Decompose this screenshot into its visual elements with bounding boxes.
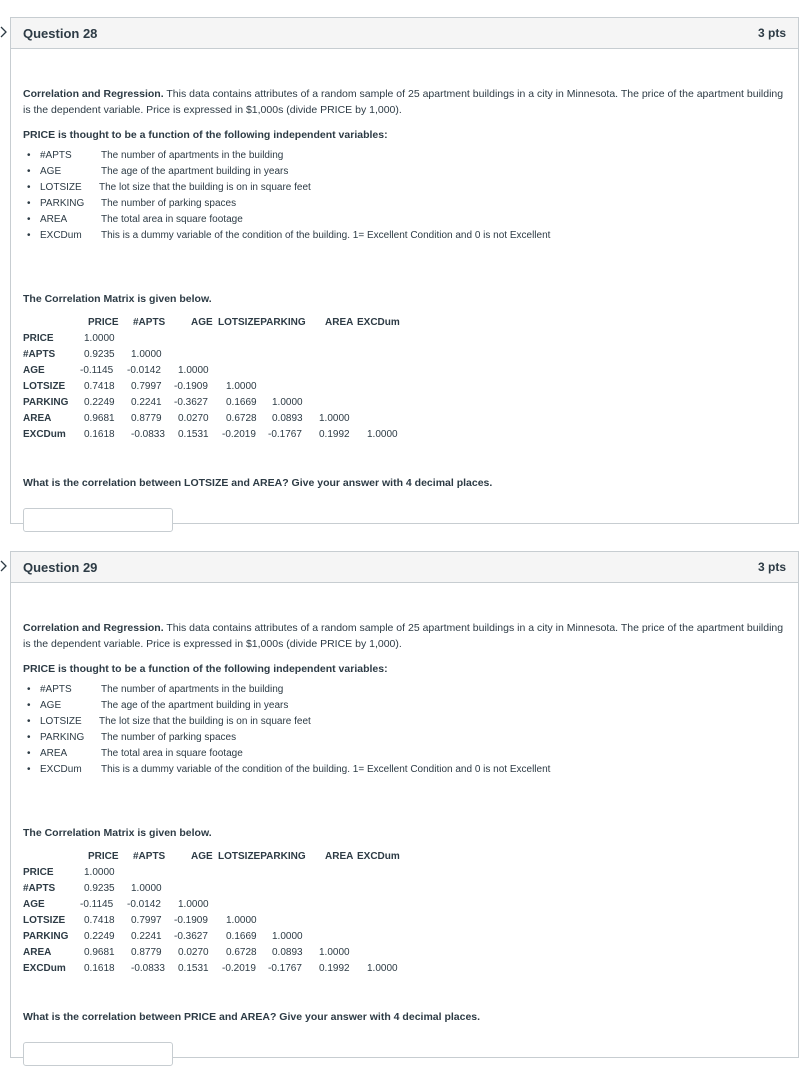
variable-desc: This is a dummy variable of the condition of the building. 1= Excellent Condition and 0 is not Excellent [101,230,551,241]
question-header [11,18,798,49]
variable-name: AREA [40,214,68,225]
matrix-column-header: EXCDum [357,851,400,862]
matrix-cell: 0.0270 [178,413,209,424]
matrix-cell: -0.3627 [174,931,208,942]
intro-text: This data contains attributes of a random sample of 25 apartment buildings in a city in Minnesota. The price of the apartment building is the dependent variable. Price is expressed in $1,000s (divide PRICE by 1,000). [23,88,784,116]
matrix-cell: 0.1992 [319,963,350,974]
matrix-row-label: AREA [23,413,52,424]
matrix-row-label: AREA [23,947,52,958]
matrix-cell: 0.2241 [131,931,162,942]
variable-desc: The lot size that the building is on in square feet [99,716,311,727]
list-item: • LOTSIZE The lot size that the building is on in square feet [27,716,311,727]
list-item: • #APTS The number of apartments in the building [27,150,284,161]
matrix-cell: 0.0893 [272,413,303,424]
matrix-cell: 1.0000 [178,899,209,910]
question-header [11,552,798,583]
variable-list [25,684,725,780]
matrix-cell: 1.0000 [367,429,398,440]
matrix-cell: -0.1909 [174,381,208,392]
matrix-cell: 1.0000 [131,883,162,894]
matrix-column-header: EXCDum [357,317,400,328]
variable-desc: The number of parking spaces [101,732,237,743]
matrix-cell: -0.3627 [174,397,208,408]
matrix-cell: 0.2249 [84,397,115,408]
variable-name: EXCDum [40,764,82,775]
matrix-column-header: AREA [325,851,354,862]
variable-name: LOTSIZE [40,182,82,193]
variable-desc: The age of the apartment building in years [101,166,289,177]
matrix-row-label: AGE [23,899,45,910]
matrix-cell: -0.1145 [80,365,114,376]
matrix-cell: 1.0000 [367,963,398,974]
variable-name: LOTSIZE [40,716,82,727]
question-prompt: What is the correlation between LOTSIZE and AREA? Give your answer with 4 decimal places. [23,477,493,489]
answer-input[interactable] [23,508,173,532]
matrix-cell: 1.0000 [272,397,303,408]
question-title: Question 28 [23,26,98,41]
matrix-column-header: PRICE [88,851,119,862]
matrix-cell: -0.2019 [222,429,256,440]
list-item: • AREA The total area in square footage [27,214,243,225]
matrix-column-header: #APTS [133,851,166,862]
matrix-cell: 0.9681 [84,413,115,424]
variable-desc: The total area in square footage [101,748,243,759]
matrix-cell: 0.6728 [226,947,257,958]
question-intro [23,620,788,652]
matrix-cell: -0.0833 [131,429,165,440]
list-item: • AREA The total area in square footage [27,748,243,759]
matrix-cell: 1.0000 [84,333,115,344]
matrix-row-label: PARKING [23,931,69,942]
matrix-cell: 0.1669 [226,397,257,408]
matrix-cell: 1.0000 [226,915,257,926]
variable-desc: The number of apartments in the building [101,150,284,161]
matrix-row-label: LOTSIZE [23,915,66,926]
matrix-cell: 0.1531 [178,963,209,974]
matrix-column-header: LOTSIZEPARKING [218,317,306,328]
question-points: 3 pts [757,26,786,40]
matrix-cell: 0.7997 [131,381,162,392]
matrix-cell: 1.0000 [226,381,257,392]
intro-bold: Correlation and Regression. [23,88,164,100]
matrix-row-label: PARKING [23,397,69,408]
matrix-column-header: LOTSIZEPARKING [218,851,306,862]
variable-name: AGE [40,700,62,711]
list-item: • PARKING The number of parking spaces [27,732,237,743]
matrix-cell: 1.0000 [178,365,209,376]
matrix-cell: 0.2241 [131,397,162,408]
variables-heading: PRICE is thought to be a function of the following independent variables: [23,129,388,141]
matrix-column-header: #APTS [133,317,166,328]
matrix-cell: 0.1618 [84,429,115,440]
matrix-cell: 1.0000 [319,947,350,958]
variable-name: AREA [40,748,68,759]
matrix-cell: 0.7418 [84,381,115,392]
matrix-cell: -0.0142 [127,365,161,376]
matrix-row-label: #APTS [23,883,56,894]
matrix-cell: -0.0142 [127,899,161,910]
matrix-cell: 0.0893 [272,947,303,958]
variable-desc: The age of the apartment building in years [101,700,289,711]
list-item: • #APTS The number of apartments in the building [27,684,284,695]
matrix-row-label: EXCDum [23,963,66,974]
intro-bold: Correlation and Regression. [23,622,164,634]
variable-desc: The total area in square footage [101,214,243,225]
matrix-cell: 0.9235 [84,883,115,894]
variable-desc: The number of parking spaces [101,198,237,209]
matrix-cell: 0.8779 [131,947,162,958]
matrix-cell: 0.2249 [84,931,115,942]
variable-desc: The lot size that the building is on in square feet [99,182,311,193]
matrix-cell: 0.9681 [84,947,115,958]
matrix-row-label: LOTSIZE [23,381,66,392]
matrix-column-header: PRICE [88,317,119,328]
question-card [10,17,799,524]
variable-desc: This is a dummy variable of the condition of the building. 1= Excellent Condition and 0 is not Excellent [101,764,551,775]
matrix-row-label: EXCDum [23,429,66,440]
variable-name: AGE [40,166,62,177]
matrix-cell: 0.7418 [84,915,115,926]
variable-list [25,150,725,246]
question-points: 3 pts [757,560,786,574]
matrix-cell: 1.0000 [131,349,162,360]
matrix-cell: -0.1145 [80,899,114,910]
variable-name: #APTS [40,150,72,161]
matrix-cell: -0.1767 [268,429,302,440]
matrix-column-header: AGE [191,317,213,328]
variable-name: PARKING [40,732,85,743]
matrix-cell: 0.8779 [131,413,162,424]
question-prompt: What is the correlation between PRICE and AREA? Give your answer with 4 decimal places. [23,1011,481,1023]
matrix-heading: The Correlation Matrix is given below. [23,827,212,839]
list-item: • AGE The age of the apartment building in years [27,166,289,177]
matrix-cell: 0.1992 [319,429,350,440]
matrix-cell: 0.7997 [131,915,162,926]
answer-input[interactable] [23,1042,173,1066]
variables-heading: PRICE is thought to be a function of the following independent variables: [23,663,388,675]
list-item: • EXCDum This is a dummy variable of the condition of the building. 1= Excellent Condition and 0 is not Excellent [27,230,551,241]
variable-name: PARKING [40,198,85,209]
matrix-cell: 0.0270 [178,947,209,958]
matrix-cell: 1.0000 [272,931,303,942]
matrix-cell: 0.1531 [178,429,209,440]
matrix-column-header: AREA [325,317,354,328]
matrix-cell: 0.9235 [84,349,115,360]
matrix-column-header: AGE [191,851,213,862]
list-item: • AGE The age of the apartment building in years [27,700,289,711]
matrix-cell: -0.1767 [268,963,302,974]
matrix-row-label: PRICE [23,867,54,878]
list-item: • LOTSIZE The lot size that the building is on in square feet [27,182,311,193]
matrix-row-label: #APTS [23,349,56,360]
matrix-row-label: AGE [23,365,45,376]
matrix-heading: The Correlation Matrix is given below. [23,293,212,305]
question-title: Question 29 [23,560,98,575]
matrix-cell: 1.0000 [319,413,350,424]
matrix-row-label: PRICE [23,333,54,344]
variable-name: EXCDum [40,230,82,241]
question-intro [23,86,788,118]
variable-desc: The number of apartments in the building [101,684,284,695]
matrix-cell: 0.1669 [226,931,257,942]
matrix-cell: -0.2019 [222,963,256,974]
matrix-cell: 0.1618 [84,963,115,974]
matrix-cell: -0.0833 [131,963,165,974]
collapse-arrow-icon[interactable] [0,26,8,38]
matrix-cell: -0.1909 [174,915,208,926]
matrix-cell: 0.6728 [226,413,257,424]
list-item: • EXCDum This is a dummy variable of the condition of the building. 1= Excellent Condition and 0 is not Excellent [27,764,551,775]
variable-name: #APTS [40,684,72,695]
question-card [10,551,799,1058]
list-item: • PARKING The number of parking spaces [27,198,237,209]
collapse-arrow-icon[interactable] [0,560,8,572]
matrix-cell: 1.0000 [84,867,115,878]
intro-text: This data contains attributes of a random sample of 25 apartment buildings in a city in Minnesota. The price of the apartment building is the dependent variable. Price is expressed in $1,000s (divide PRICE by 1,000). [23,622,784,650]
